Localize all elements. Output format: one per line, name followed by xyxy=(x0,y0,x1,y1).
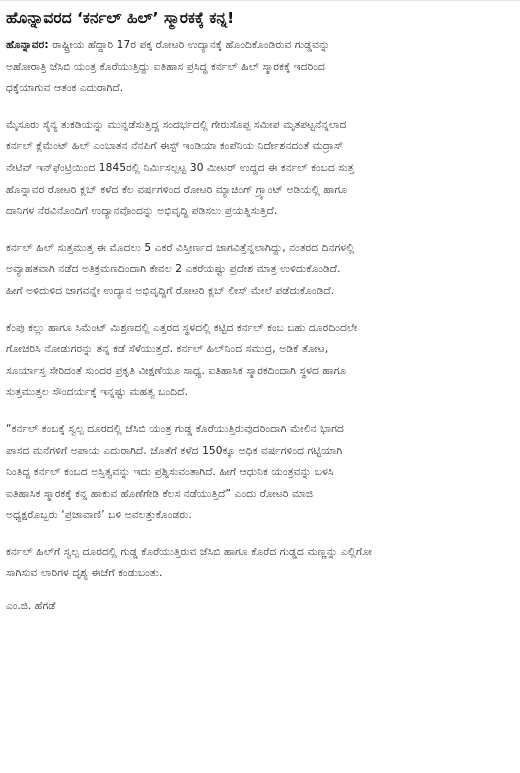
paragraph-line: ಧಕ್ಕೆಯಾಗುವ ಆತಂಕ ಎದುರಾಗಿದೆ. xyxy=(6,82,124,95)
paragraph-line: ಸುತ್ತಮುತ್ತಲ ಸೌಂದರ್ಯಕ್ಕೆ ಇನ್ನಷ್ಟು ಮಹತ್ವ ಬಂದಿದೆ. xyxy=(6,386,189,399)
line-text: ರಾಷ್ಟ್ರೀಯ ಹೆದ್ದಾರಿ 17ರ ಪಕ್ಕ ರೋಟರಿ ಉದ್ಯಾನಕ್ಕೆ ಹೊಂದಿಕೊಂಡಿರುವ ಗುಡ್ಡವನ್ನು xyxy=(48,39,330,51)
byline: ಎಂ.ಜಿ. ಹೆಗಡೆ xyxy=(6,600,56,613)
paragraph-line: ಅಧ್ಯಕ್ಷರೊಬ್ಬರು ‘ಪ್ರಜಾವಾಣಿ’ ಬಳಿ ಅವಲತ್ತುಕೊಂಡರು. xyxy=(6,509,192,522)
paragraph-line: ಕರ್ನಲ್ ಹಿಲ್‌ಗೆ ಸ್ವಲ್ಪ ದೂರದಲ್ಲಿ ಗುಡ್ಡ ಕೊರೆಯುತ್ತಿರುವ ಜೆಸಿಬಿ ಹಾಗೂ ಕೊರೆದ ಗುಡ್ಡದ ಮಣ್ಣನ್ನು ಎಲ್ಲಿಗೋ xyxy=(6,545,373,558)
paragraph-line: ಹೀಗೆ ಅಳಿದುಳಿದ ಜಾಗವನ್ನೇ ಉದ್ಯಾನ ಅಭಿವೃದ್ಧಿಗೆ ರೋಟರಿ ಕ್ಲಬ್ ಲೀಸ್ ಮೇಲೆ ಪಡೆದುಕೊಂಡಿದೆ. xyxy=(6,284,335,297)
paragraph-line xyxy=(6,35,514,57)
paragraph-line: ಅಹೋರಾತ್ರಿ ಜೆಸಿಬಿ ಯಂತ್ರ ಕೊರೆಯುತ್ತಿದ್ದು ಐತಿಹಾಸ ಪ್ರಸಿದ್ಧ ಕರ್ನಲ್ ಹಿಲ್ ಸ್ಮಾರಕಕ್ಕೆ ಇದರಿಂದ xyxy=(6,60,326,73)
paragraph-line: ನೇಟಿವ್ ಇನ್‌ಫೆಂಟ್ರಿಯಿಂದ 1845ರಲ್ಲಿ ನಿರ್ಮಿಸಲ್ಪಟ್ಟ 30 ಮೀಟರ್ ಉದ್ದದ ಈ ಕರ್ನಲ್ ಕಂಬದ ಸುತ್ತ xyxy=(6,161,355,174)
paragraph-line: ಕರ್ನಲ್ ಹಿಲ್ ಸುತ್ತಮುತ್ತ ಈ ಮೊದಲು 5 ಎಕರೆ ವಿಸ್ತೀರ್ಣದ ಜಾಗವಿತ್ತೆನ್ನಲಾಗಿದ್ದು, ನಂತರದ ದಿನಗಳಲ್ಲಿ xyxy=(6,241,355,254)
dateline: ಹೊನ್ನಾವರ: xyxy=(6,39,49,51)
paragraph-quote xyxy=(6,419,514,527)
paragraph-view xyxy=(6,318,514,404)
paragraph-line: ಕರ್ನಲ್ ಕ್ಲೆಮೆಂಟ್ ಹಿಲ್ ಎಂಬಾತನ ನೆನಪಿಗೆ ಈಸ್ಟ್ ಇಂಡಿಯಾ ಕಂಪೆನಿಯ ನಿರ್ದೇಶನದಂತೆ ಮದ್ರಾಸ್ xyxy=(6,140,344,153)
paragraph-line: ಅವ್ಯಾಹತವಾಗಿ ನಡೆದ ಅತಿಕ್ರಮಣದಿಂದಾಗಿ ಕೇವಲ 2 ಎಕರೆಯಷ್ಟು ಪ್ರದೇಶ ಮಾತ್ರ ಉಳಿದುಕೊಂಡಿದೆ. xyxy=(6,263,341,276)
paragraph-line: ಸೂರ್ಯಾಸ್ತ ಸೇರಿದಂತೆ ಸುಂದರ ಪ್ರಕೃತಿ ವೀಕ್ಷಣೆಯೂ ಸಾಧ್ಯ. ಐತಿಹಾಸಿಕ ಸ್ಮಾರಕದಿಂದಾಗಿ ಸ್ಥಳದ ಹಾಗೂ xyxy=(6,364,347,377)
paragraph-intro xyxy=(6,35,514,100)
paragraph-line: ದಾನಿಗಳ ನೆರವಿನೊಂದಿಗೆ ಉದ್ಯಾನವೊಂದನ್ನು ಅಭಿವೃದ್ಧಿ ಪಡಿಸಲು ಪ್ರಯತ್ನಿಸುತ್ತಿದೆ. xyxy=(6,205,278,218)
paragraph-line: ಸಾಗಿಸುವ ಲಾರಿಗಳ ದೃಶ್ಯ ಈಚೆಗೆ ಕಂಡುಬಂತು. xyxy=(6,567,163,580)
paragraph-line: ಗೋಚರಿಸಿ ನೋಡುಗರನ್ನು ತನ್ನ ಕಡೆ ಸೆಳೆಯುತ್ತದೆ. ಕರ್ನಲ್ ಹಿಲ್‌ನಿಂದ ಸಮುದ್ರ, ಅಡಿಕೆ ತೋಟ, xyxy=(6,343,329,356)
paragraph-line: ಪಾಸದ ಮನೆಗಳಿಗೆ ಅಪಾಯ ಎದುರಾಗಿದೆ. ಜೊತೆಗೆ ಕಳೆದ 150ಕ್ಕೂ ಅಧಿಕ ವರ್ಷಗಳಿಂದ ಗಟ್ಟಿಯಾಗಿ xyxy=(6,444,343,457)
paragraph-history xyxy=(6,115,514,223)
paragraph-line: “ಕರ್ನಲ್ ಕಂಬಕ್ಕೆ ಸ್ವಲ್ಪ ದೂರದಲ್ಲಿ ಜೆಸಿಬಿ ಯಂತ್ರ ಗುಡ್ಡ ಕೊರೆಯುತ್ತಿರುವುದರಿಂದಾಗಿ ಮೇಲಿನ ಭಾಗದ xyxy=(6,422,344,435)
paragraph-line: ಕೆಂಪು ಕಲ್ಲು ಹಾಗೂ ಸಿಮೆಂಟ್ ಮಿಶ್ರಣದಲ್ಲಿ ಎತ್ತರದ ಸ್ಥಳದಲ್ಲಿ ಕಟ್ಟಿದ ಕರ್ನಲ್ ಕಂಬ ಬಹು ದೂರದಿಂದಲೇ xyxy=(6,321,358,334)
paragraph-line: ಹೊನ್ನಾವರ ರೋಟರಿ ಕ್ಲಬ್ ಕಳೆದ ಕೆಲ ವರ್ಷಗಳಿಂದ ರೋಟರಿ ಮ್ಯಾಚಿಂಗ್ ಗ್ರ್ಯಾಂಟ್ ಅಡಿಯಲ್ಲಿ ಹಾಗೂ xyxy=(6,183,348,196)
paragraph-land xyxy=(6,238,514,303)
paragraph-line: ಮೈಸೂರು ಸೈನ್ಯ ತುಕಡಿಯನ್ನು ಮುನ್ನಡೆಸುತ್ತಿದ್ದ ಸಂದರ್ಭದಲ್ಲಿ ಗೇರುಸೊಪ್ಪ ಸಮೀಪ ಮೃತಪಟ್ಟನೆನ್ನಲಾದ xyxy=(6,118,347,131)
headline: ಹೊನ್ನಾವರದ ‘ಕರ್ನಲ್ ಹಿಲ್’ ಸ್ಮಾರಕಕ್ಕೆ ಕನ್ನ! xyxy=(6,9,235,27)
paragraph-line: ಐತಿಹಾಸಿಕ ಸ್ಮಾರಕಕ್ಕೆ ಕನ್ನ ಹಾಕುವ ಹೊಣೆಗೇಡಿ ಕೆಲಸ ನಡೆಯುತ್ತಿದೆ” ಎಂದು ರೋಟರಿ ಮಾಜಿ xyxy=(6,487,314,500)
paragraph-closing xyxy=(6,542,514,585)
article-body xyxy=(6,35,514,618)
paragraph-line: ನಿಂತಿದ್ದ ಕರ್ನಲ್ ಕಂಬದ ಅಸ್ತಿತ್ವವನ್ನು ಇದು ಪ್ರಶ್ನಿಸುವಂತಾಗಿದೆ. ಹೀಗೆ ಆಧುನಿಕ ಯಂತ್ರವನ್ನು ಬಳಸಿ xyxy=(6,466,334,479)
